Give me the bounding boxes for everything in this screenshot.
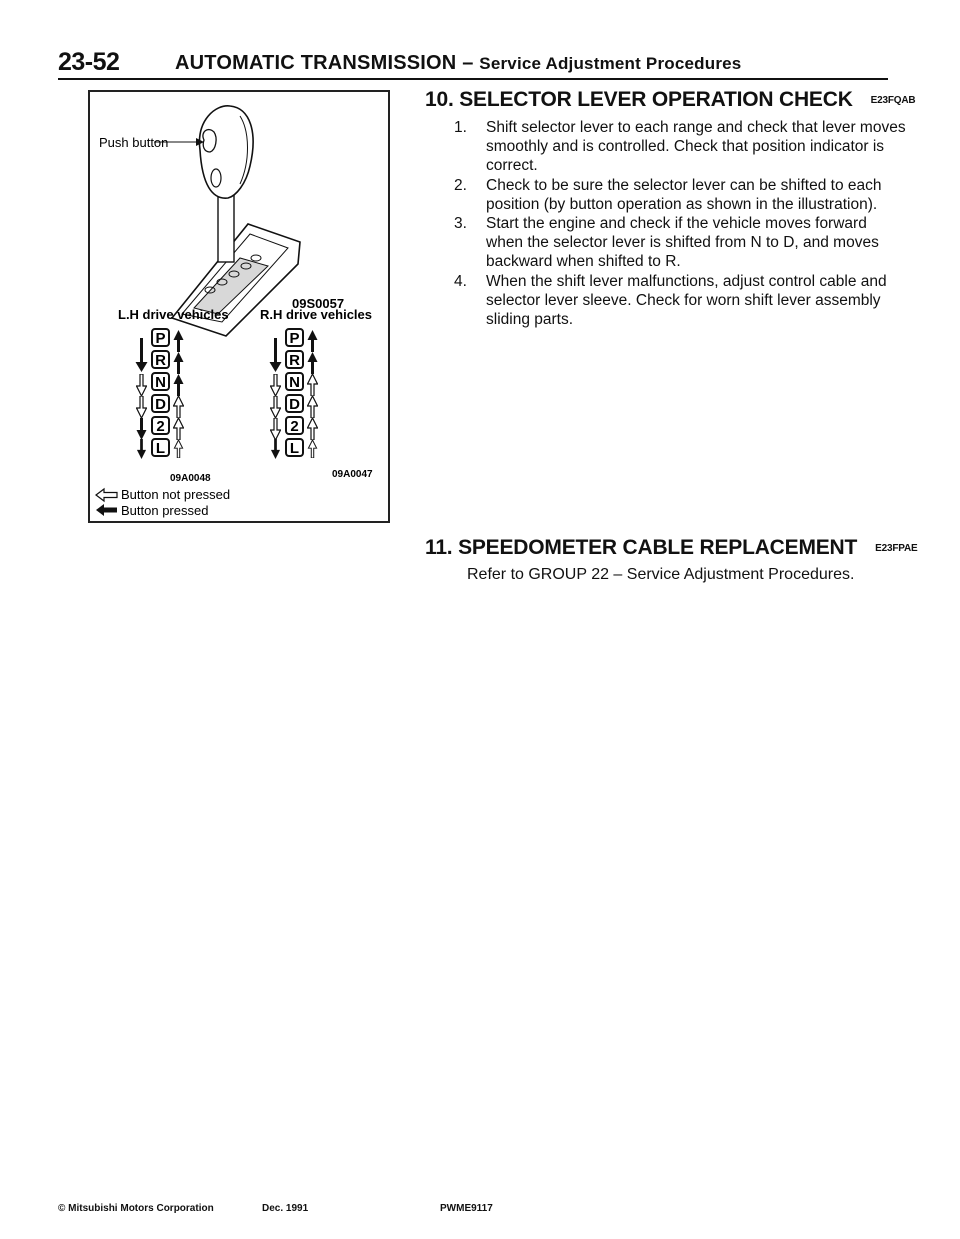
page-header [58,44,888,80]
legend-pressed: Button pressed [121,503,209,518]
lh-shift-pattern [136,329,184,459]
rh-down-arrow-open-icon [271,418,281,440]
figure-drawing [90,92,388,521]
rh-up-arrow-open-icon [308,396,318,418]
legend-not-pressed: Button not pressed [121,487,231,502]
lh-gear-d [152,395,169,413]
lh-gear-l-label: L [155,440,166,457]
title-separator: – [462,52,474,74]
rh-figure-code: 09A0047 [332,469,373,480]
page-number: 23-52 [58,48,120,76]
section-10-title: 10. SELECTOR LEVER OPERATION CHECK [425,88,853,111]
lh-up-arrow-open-icon [174,418,184,440]
section-11-text: Refer to GROUP 22 – Service Adjustment Procedures. [467,566,855,583]
outline-arrow-icon [96,489,117,501]
footer-doc-code: PWME9117 [440,1203,493,1214]
legend [96,487,230,518]
step-number: 2. [454,176,467,194]
lh-gear-r [152,351,169,369]
rh-gear-n [286,373,303,391]
section-11-title: 11. SPEEDOMETER CABLE REPLACEMENT [425,536,858,559]
rh-down-arrow-open-icon [271,396,281,418]
step-number: 1. [454,119,467,136]
step-text: When the shift lever malfunctions, adjust control cable and selector lever sleeve. Check for worn shift lever assembly sliding parts. [486,272,887,329]
lh-gear-r-label: R [155,352,166,369]
lh-gear-p-label: P [155,330,166,347]
lh-left-solid-bar [140,338,143,364]
shift-lever-illustration [154,106,300,336]
lh-gear-n-label: N [155,374,166,391]
section-11-heading [425,536,917,560]
lh-up-arrow-solid-icon [174,374,184,396]
step-text: Check to be sure the selector lever can be shifted to each position (by button operation as shown in the illustration). [486,176,882,213]
lh-figure-code: 09A0048 [170,473,211,484]
section-10-heading [425,88,915,112]
lh-gear-2-label: 2 [156,418,165,435]
lh-down-arrow-open-icon [137,374,147,396]
chapter-subtitle: Service Adjustment Procedures [479,54,742,73]
lh-drive-label: L.H drive vehicles [118,307,229,322]
step-item [446,214,908,272]
rh-down-arrow-solid-icon [271,439,280,459]
lh-down-arrow-open-icon [137,396,147,418]
rh-gear-l [286,439,303,457]
rh-gear-d-label: D [289,396,300,413]
rh-down-arrow-open-icon [271,374,281,396]
section-10-code: E23FQAB [870,94,916,106]
rh-up-arrow-open-icon [308,418,318,440]
rh-gear-2-label: 2 [290,418,299,435]
lh-up-arrow-open-icon [174,396,184,418]
rh-gear-l-label: L [289,440,300,457]
rh-gear-n-label: N [289,374,300,391]
rh-up-arrow-solid-icon [308,330,318,352]
selector-lever-figure [88,90,390,523]
step-number: 4. [454,272,467,290]
rh-up-arrow-solid-icon [308,352,318,374]
rh-gear-2 [286,417,303,435]
lh-up-arrow-open-icon [174,440,182,458]
rh-left-solid-bar [274,338,277,364]
rh-gear-r [286,351,303,369]
chapter-name: AUTOMATIC TRANSMISSION [175,52,457,74]
lh-gear-n [152,373,169,391]
step-item [446,118,908,176]
push-button-label: Push button [99,135,169,150]
lh-down-arrow-solid-icon [137,418,147,440]
solid-arrow-icon [96,504,117,516]
rh-gear-p-label: P [289,330,300,347]
rh-gear-p [286,329,303,347]
lh-up-arrow-solid-icon [174,352,184,374]
lh-gear-p [152,329,169,347]
lh-down-arrow-solid-icon [137,439,146,459]
step-text: Shift selector lever to each range and check that lever moves smoothly and is controlled. Check that position indicator is correct. [486,119,906,175]
rh-drive-label: R.H drive vehicles [260,307,372,322]
footer-copyright: © Mitsubishi Motors Corporation [58,1203,214,1214]
section-10-steps [446,118,908,329]
step-text: Start the engine and check if the vehicle moves forward when the selector lever is shifted from N to D, and moves backward when shifted to R. [486,215,879,271]
section-11-code: E23FPAE [875,542,918,554]
rh-up-arrow-open-icon [308,374,318,396]
lh-gear-l [152,439,169,457]
lh-gear-d-label: D [155,396,166,413]
lh-gear-2 [152,417,169,435]
chapter-title [175,52,741,75]
rh-gear-d [286,395,303,413]
step-item [446,272,908,330]
rh-up-arrow-open-icon [308,440,316,458]
rh-shift-pattern [270,329,318,459]
rh-gear-r-label: R [289,352,300,369]
footer-date: Dec. 1991 [262,1203,309,1214]
shifter-figure-code: 09S0057 [292,296,345,311]
lh-up-arrow-solid-icon [174,330,184,352]
step-number: 3. [454,215,467,233]
step-item [446,176,908,214]
